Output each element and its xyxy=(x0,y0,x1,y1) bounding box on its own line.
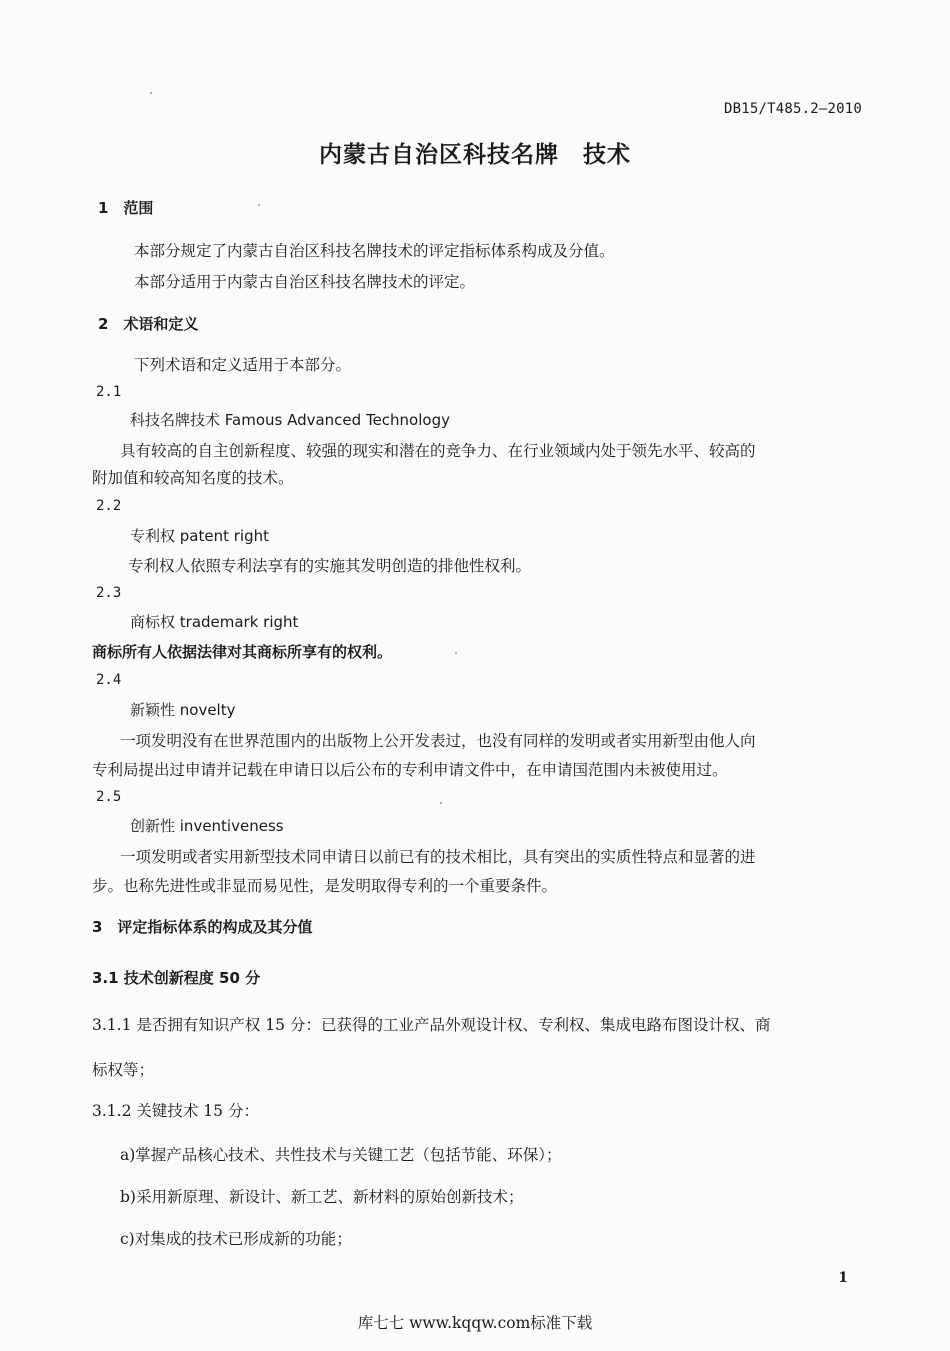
section-1-paragraph-2: 本部分适用于内蒙古自治区科技名牌技术的评定。 xyxy=(134,273,476,291)
scan-speck xyxy=(455,652,457,654)
page-number: 1 xyxy=(838,1270,848,1286)
clause-3-1-1-line-2: 标权等； xyxy=(92,1061,155,1079)
definition-2-4-term: 新颖性 novelty xyxy=(130,701,236,719)
clause-3-1-2: 3.1.2 关键技术 15 分： xyxy=(92,1102,259,1120)
footer-watermark-text: 库七七 www.kqqw.com标准下载 xyxy=(357,1314,593,1332)
list-item-b: b)采用新原理、新设计、新工艺、新材料的原始创新技术； xyxy=(120,1188,524,1206)
section-3-1-heading: 3.1 技术创新程度 50 分 xyxy=(92,969,261,987)
standard-number: DB15/T485.2—2010 xyxy=(723,101,862,117)
definition-2-5-line-2: 步。也称先进性或非显而易见性，是发明取得专利的一个重要条件。 xyxy=(92,877,558,895)
definition-2-1-line-1: 具有较高的自主创新程度、较强的现实和潜在的竞争力、在行业领域内处于领先水平、较高的 xyxy=(120,442,756,460)
scan-speck xyxy=(440,802,442,804)
definition-2-2-line-1: 专利权人依照专利法享有的实施其发明创造的排他性权利。 xyxy=(128,557,532,575)
definition-2-4-number: 2.4 xyxy=(96,672,122,688)
section-3-heading: 3 评定指标体系的构成及其分值 xyxy=(92,918,313,936)
page-title: 内蒙古自治区科技名牌 技术 xyxy=(319,142,631,168)
definition-2-3-number: 2.3 xyxy=(96,585,122,601)
list-item-a: a)掌握产品核心技术、共性技术与关键工艺（包括节能、环保）； xyxy=(120,1146,562,1164)
scan-speck xyxy=(258,204,260,206)
definition-2-4-line-1: 一项发明没有在世界范围内的出版物上公开发表过，也没有同样的发明或者实用新型由他人向 xyxy=(120,732,756,750)
definition-2-4-line-2: 专利局提出过申请并记载在申请日以后公布的专利申请文件中，在申请国范围内未被使用过。 xyxy=(92,761,728,779)
definition-2-2-number: 2.2 xyxy=(96,498,122,514)
definition-2-2-term: 专利权 patent right xyxy=(130,527,269,545)
definition-2-3-line-1: 商标所有人依据法律对其商标所享有的权利。 xyxy=(92,643,393,661)
definition-2-1-term: 科技名牌技术 Famous Advanced Technology xyxy=(130,411,450,429)
definition-2-5-line-1: 一项发明或者实用新型技术同申请日以前已有的技术相比，具有突出的实质性特点和显著的进 xyxy=(120,848,756,866)
clause-3-1-1-line-1: 3.1.1 是否拥有知识产权 15 分：已获得的工业产品外观设计权、专利权、集成电路布图设计权、商 xyxy=(92,1016,771,1034)
definition-2-3-term: 商标权 trademark right xyxy=(130,613,299,631)
list-item-c: c)对集成的技术已形成新的功能； xyxy=(120,1230,352,1248)
scan-speck xyxy=(150,92,152,94)
definition-2-1-number: 2.1 xyxy=(96,384,122,400)
section-1-paragraph-1: 本部分规定了内蒙古自治区科技名牌技术的评定指标体系构成及分值。 xyxy=(134,242,615,260)
definition-2-1-line-2: 附加值和较高知名度的技术。 xyxy=(92,469,294,487)
definition-2-5-number: 2.5 xyxy=(96,789,122,805)
section-2-heading: 2 术语和定义 xyxy=(98,315,199,333)
section-2-intro: 下列术语和定义适用于本部分。 xyxy=(134,356,352,374)
section-1-heading: 1 范围 xyxy=(98,199,154,217)
definition-2-5-term: 创新性 inventiveness xyxy=(130,817,284,835)
